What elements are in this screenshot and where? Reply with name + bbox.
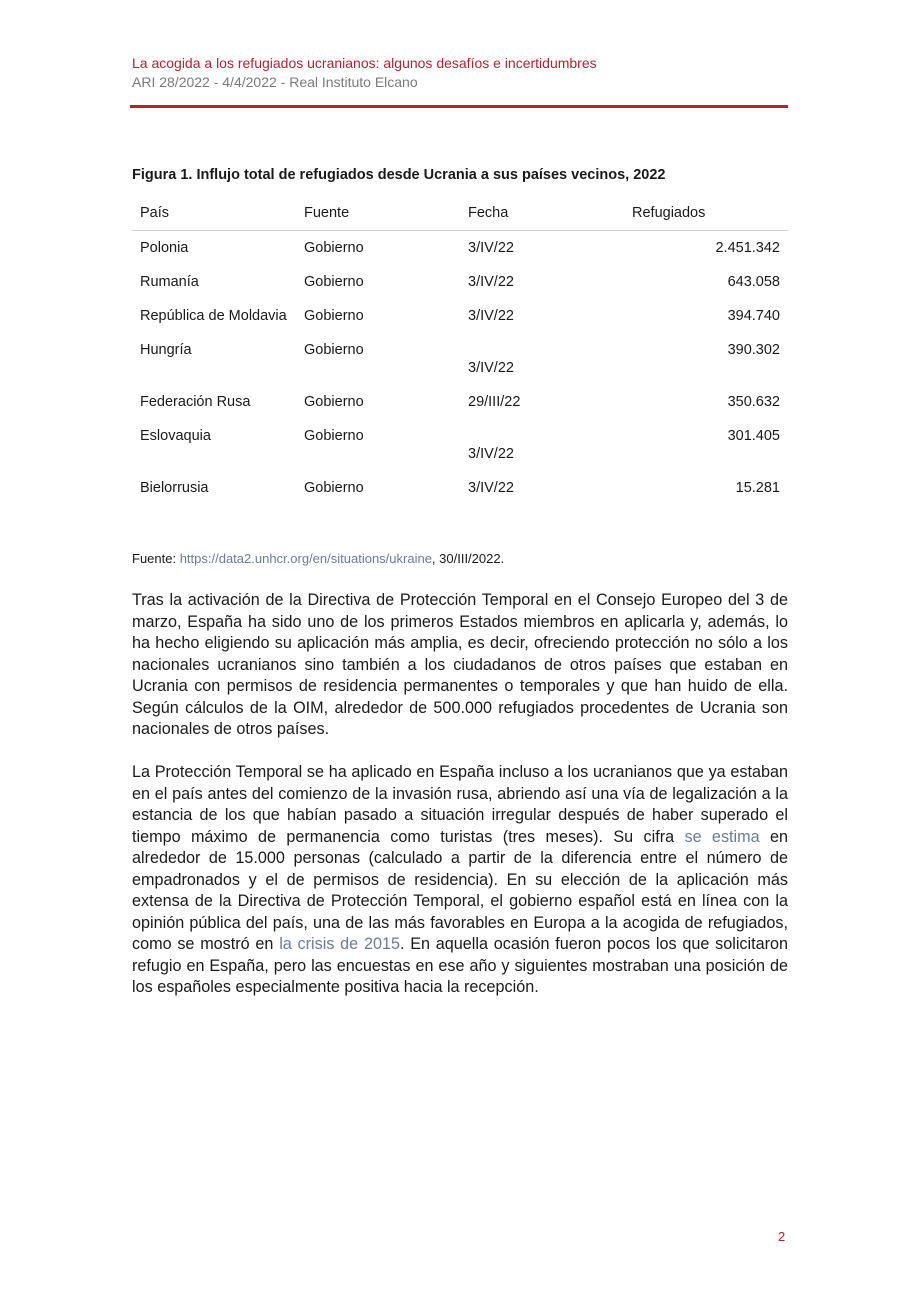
cell-source: Gobierno [304,240,364,256]
figure-source [132,551,504,566]
page-number: 2 [778,1229,786,1244]
refugees-table [132,196,788,505]
column-header-source: Fuente [296,196,460,231]
header-title: La acogida a los refugiados ucranianos: algunos desafíos e incertidumbres [132,55,597,71]
page-header [132,54,788,92]
cell-country: Polonia [140,240,189,256]
table-row [132,419,788,471]
cell-date: 3/IV/22 [468,274,514,290]
column-header-country: País [132,196,296,231]
source-label: Fuente: [132,551,180,566]
cell-source: Gobierno [304,274,364,290]
se-estima-link[interactable]: se estima [684,827,760,846]
table-row [132,299,788,333]
table-row [132,471,788,505]
cell-country: Rumanía [140,274,199,290]
table-row [132,385,788,419]
cell-date: 3/IV/22 [468,446,514,462]
cell-date: 3/IV/22 [468,360,514,376]
paragraph-2-text-a: La Protección Temporal se ha aplicado en España incluso a los ucranianos que ya estaban en el país antes del comienzo de la invasión rusa, abriendo así una vía de legalización a la estancia de los que habían pasado a situación irregular después de haber superado el tiempo máximo de permanencia como turistas (tres meses). Su cifra [132,763,788,846]
cell-refugees: 2.451.342 [715,240,780,256]
column-header-refugees: Refugiados [624,196,788,231]
cell-country: Bielorrusia [140,480,209,496]
cell-country: Hungría [140,342,192,358]
table-row [132,231,788,266]
cell-source: Gobierno [304,342,364,358]
source-link[interactable]: https://data2.unhcr.org/en/situations/ukraine [179,551,432,566]
figure-title: Figura 1. Influjo total de refugiados desde Ucrania a sus países vecinos, 2022 [132,167,666,183]
cell-refugees: 301.405 [727,428,780,444]
cell-country: República de Moldavia [140,308,287,324]
cell-source: Gobierno [304,480,364,496]
table-header-row [132,196,788,231]
cell-country: Federación Rusa [140,394,251,410]
cell-source: Gobierno [304,308,364,324]
crisis-2015-link[interactable]: la crisis de 2015 [279,935,400,953]
cell-date: 3/IV/22 [468,240,514,256]
cell-source: Gobierno [304,394,364,410]
table-row [132,265,788,299]
paragraph-2-text-b: en alrededor de 15.000 personas (calculado a partir de la diferencia entre el número de empadronados y el de permisos de residencia). En su elección de la aplicación más extensa de la Directiva de Protección Temporal, el gobierno español está en línea con la opinión pública del país, una de las más favorables en Europa a la acogida de refugiados, como se mostró en [132,827,788,953]
cell-refugees: 350.632 [727,394,780,410]
cell-date: 29/III/22 [468,394,521,410]
body-paragraph-2 [132,762,788,999]
cell-date: 3/IV/22 [468,308,514,324]
column-header-date: Fecha [460,196,624,231]
header-divider [130,105,788,108]
cell-refugees: 394.740 [727,308,780,324]
body-paragraph-1: Tras la activación de la Directiva de Protección Temporal en el Consejo Europeo del 3 de marzo, España ha sido uno de los primeros Estados miembros en aplicarla y, además, lo ha hecho eligiendo su aplicación más amplia, es decir, ofreciendo protección no sólo a los nacionales ucranianos sino también a los ciudadanos de otros países que estaban en Ucrania con permisos de residencia permanentes o temporales y que han huido de ella. Según cálculos de la OIM, alrededor de 500.000 refugiados procedentes de Ucrania son nacionales de otros países. [132,591,788,738]
cell-refugees: 390.302 [727,342,780,358]
cell-date: 3/IV/22 [468,480,514,496]
source-suffix: , 30/III/2022. [431,551,505,566]
cell-source: Gobierno [304,428,364,444]
cell-refugees: 15.281 [735,480,780,496]
table-row [132,333,788,385]
paragraph-2-text-c: . En aquella ocasión fueron pocos los que solicitaron refugio en España, pero las encuestas en ese año y siguientes mostraban una posición de los españoles especialmente positiva hacia la recepción. [132,935,789,996]
cell-country: Eslovaquia [140,428,211,444]
cell-refugees: 643.058 [727,274,780,290]
header-subtitle: ARI 28/2022 - 4/4/2022 - Real Instituto Elcano [132,74,418,90]
